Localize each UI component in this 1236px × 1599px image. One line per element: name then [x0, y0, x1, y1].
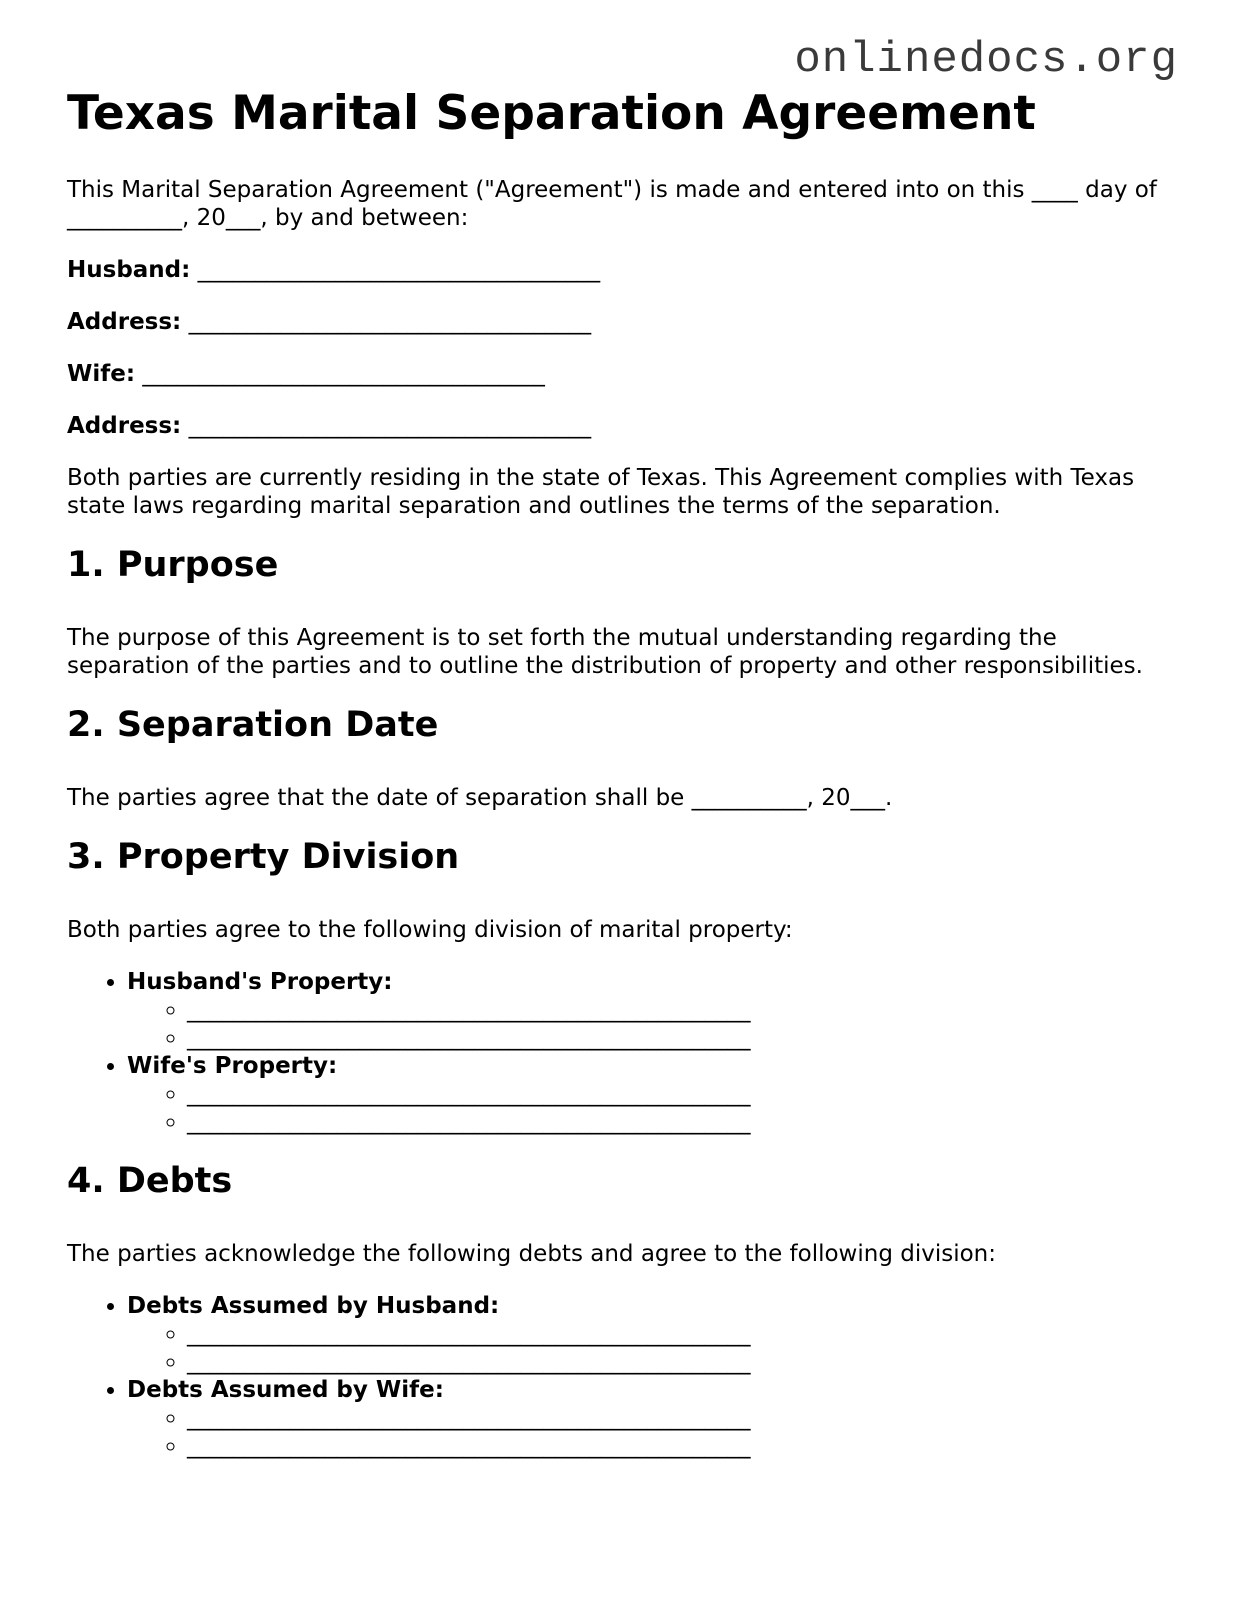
blank-line[interactable]: ___________________________________	[197, 257, 601, 284]
list-item	[187, 1024, 1177, 1052]
list-item	[187, 996, 1177, 1024]
field-label: Address:	[67, 309, 182, 336]
section-heading-separation-date: 2. Separation Date	[67, 705, 439, 746]
watermark: onlinedocs.org	[794, 35, 1178, 85]
husband-field[interactable]	[67, 256, 1177, 284]
blank-line[interactable]: _________________________________________________	[187, 1433, 751, 1460]
list-item	[127, 1052, 1177, 1136]
husband-property-label: Husband's Property:	[127, 969, 393, 996]
list-item	[187, 1080, 1177, 1108]
wife-debts-label: Debts Assumed by Wife:	[127, 1377, 444, 1404]
document-title: Texas Marital Separation Agreement	[67, 86, 1036, 141]
debts-list	[67, 1292, 1177, 1460]
list-item	[127, 968, 1177, 1052]
list-item	[127, 1376, 1177, 1460]
document-page	[67, 86, 1177, 1484]
property-list	[67, 968, 1177, 1136]
list-item	[187, 1348, 1177, 1376]
blank-line[interactable]: _________________________________________________	[187, 1405, 751, 1432]
wife-address-field[interactable]	[67, 412, 1177, 440]
list-item	[187, 1320, 1177, 1348]
wife-property-label: Wife's Property:	[127, 1053, 338, 1080]
field-label: Husband:	[67, 257, 191, 284]
sub-list	[127, 1404, 1177, 1460]
wife-field[interactable]	[67, 360, 1177, 388]
separation-date-paragraph: The parties agree that the date of separation shall be __________, 20___.	[67, 785, 893, 812]
blank-line[interactable]: _________________________________________________	[187, 1025, 751, 1052]
field-label: Wife:	[67, 361, 136, 388]
blank-line[interactable]: ___________________________________	[188, 413, 592, 440]
section-heading-purpose: 1. Purpose	[67, 545, 279, 586]
property-paragraph: Both parties agree to the following division of marital property:	[67, 917, 793, 944]
sub-list	[127, 996, 1177, 1052]
blank-line[interactable]: ___________________________________	[142, 361, 545, 388]
sub-list	[127, 1320, 1177, 1376]
blank-line[interactable]: _________________________________________________	[187, 997, 751, 1024]
list-item	[187, 1404, 1177, 1432]
list-item	[187, 1432, 1177, 1460]
intro-paragraph: This Marital Separation Agreement ("Agreement") is made and entered into on this ____ day of __________, 20___, by and between:	[67, 177, 1157, 232]
husband-address-field[interactable]	[67, 308, 1177, 336]
purpose-paragraph: The purpose of this Agreement is to set forth the mutual understanding regarding the separation of the parties and to outline the distribution of property and other responsibilities.	[67, 625, 1143, 680]
section-heading-property: 3. Property Division	[67, 837, 460, 878]
husband-debts-label: Debts Assumed by Husband:	[127, 1293, 500, 1320]
blank-line[interactable]: ___________________________________	[188, 309, 592, 336]
list-item	[187, 1108, 1177, 1136]
debts-paragraph: The parties acknowledge the following debts and agree to the following division:	[67, 1241, 997, 1268]
blank-line[interactable]: _________________________________________________	[187, 1349, 751, 1376]
blank-line[interactable]: _________________________________________________	[187, 1321, 751, 1348]
blank-line[interactable]: _________________________________________________	[187, 1081, 751, 1108]
residency-paragraph: Both parties are currently residing in the state of Texas. This Agreement complies with Texas state laws regarding marital separation and outlines the terms of the separation.	[67, 465, 1135, 520]
list-item	[127, 1292, 1177, 1376]
blank-line[interactable]: _________________________________________________	[187, 1109, 751, 1136]
section-heading-debts: 4. Debts	[67, 1161, 233, 1202]
field-label: Address:	[67, 413, 182, 440]
sub-list	[127, 1080, 1177, 1136]
